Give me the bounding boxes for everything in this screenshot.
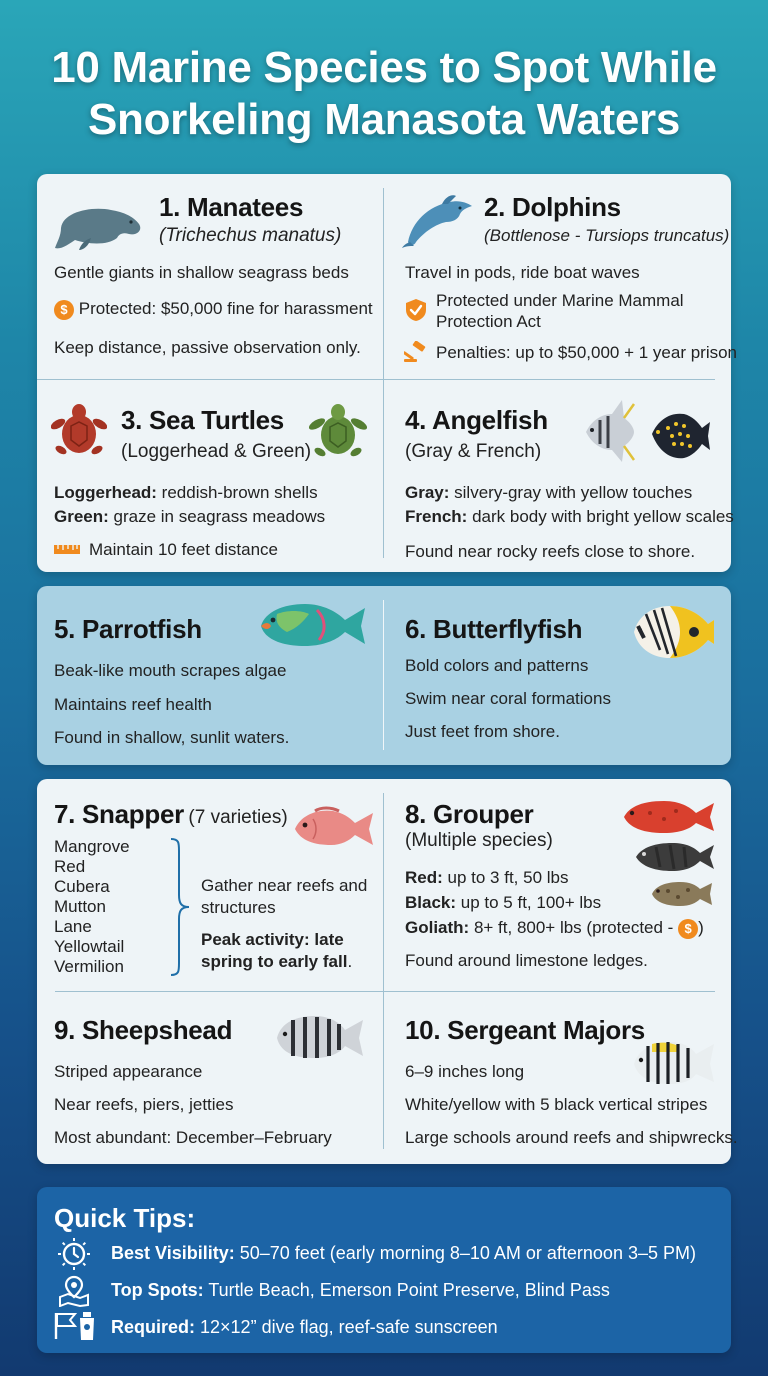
- french-angelfish-icon: [646, 404, 712, 466]
- panel-reef-fish: [37, 586, 731, 765]
- card-dolphins: [384, 174, 738, 379]
- fact-line: Near reefs, piers, jetties: [54, 1095, 234, 1114]
- snapper-icon: [291, 805, 375, 851]
- species-subtitle: (Multiple species): [405, 830, 553, 851]
- panel-quick-tips: [37, 1187, 731, 1353]
- sunscreen-icon: [77, 1311, 97, 1341]
- fact-line: White/yellow with 5 black vertical stripes: [405, 1095, 708, 1114]
- card-manatees: [37, 174, 383, 379]
- card-sheepshead: [37, 992, 383, 1164]
- fact-line: Protection Act: [436, 312, 541, 331]
- panel-mammals-turtles-angelfish: [37, 174, 738, 572]
- loggerhead-turtle-icon: [51, 402, 107, 460]
- fact-line: Most abundant: December–February: [54, 1128, 332, 1147]
- card-snapper: [37, 779, 383, 991]
- fact-line: Green: graze in seagrass meadows: [54, 507, 326, 526]
- fact-line: Red: up to 3 ft, 50 lbs: [405, 868, 569, 887]
- variety-item: Yellowtail: [54, 937, 125, 956]
- black-grouper-icon: [632, 839, 716, 875]
- butterflyfish-icon: [630, 600, 716, 664]
- fact-line: Protected under Marine Mammal: [436, 291, 684, 310]
- species-name: 3. Sea Turtles: [121, 405, 284, 435]
- dolphin-icon: [402, 192, 474, 248]
- fact-line: Keep distance, passive observation only.: [54, 338, 361, 357]
- species-heading: [54, 799, 288, 830]
- fact-line: Found near rocky reefs close to shore.: [405, 542, 696, 561]
- fact-line: Just feet from shore.: [405, 722, 560, 741]
- fact-line: Goliath: 8+ ft, 800+ lbs (protected - $ ): [405, 918, 704, 937]
- species-subtitle: (Loggerhead & Green): [121, 441, 312, 462]
- fact-line: Found around limestone ledges.: [405, 951, 648, 970]
- variety-item: Red: [54, 857, 86, 876]
- species-name: 7. Snapper: [54, 799, 184, 829]
- variety-item: Vermilion: [54, 957, 124, 976]
- species-name: 2. Dolphins: [484, 192, 621, 222]
- fact-line: Loggerhead: reddish-brown shells: [54, 483, 318, 502]
- goliath-grouper-icon: [648, 879, 714, 909]
- card-parrotfish: [37, 586, 383, 765]
- species-name: 4. Angelfish: [405, 405, 548, 435]
- variety-item: Cubera: [54, 877, 110, 896]
- species-name: 8. Grouper: [405, 799, 534, 829]
- card-sergeant-majors: [384, 992, 738, 1164]
- fact-line: Striped appearance: [54, 1062, 203, 1081]
- parrotfish-icon: [257, 600, 369, 648]
- red-grouper-icon: [620, 797, 716, 837]
- tip-top-spots: Top Spots: Turtle Beach, Emerson Point Preserve, Blind Pass: [111, 1280, 610, 1300]
- fact-line: Gentle giants in shallow seagrass beds: [54, 263, 349, 282]
- dollar-coin-icon: $: [54, 300, 74, 320]
- species-name: 5. Parrotfish: [54, 614, 202, 644]
- gavel-icon: [404, 341, 428, 363]
- fact-line: Penalties: up to $50,000 + 1 year prison: [436, 343, 738, 362]
- fact-line: Gray: silvery-gray with yellow touches: [405, 483, 693, 502]
- card-sea-turtles: [37, 380, 383, 572]
- species-name: 6. Butterflyfish: [405, 614, 583, 644]
- fact-line: Maintains reef health: [54, 695, 212, 714]
- scientific-name: (Bottlenose - Tursiops truncatus): [484, 226, 730, 245]
- card-grouper: [384, 779, 731, 991]
- fact-line: Black: up to 5 ft, 100+ lbs: [405, 893, 602, 912]
- fact-line: French: dark body with bright yellow scales: [405, 507, 734, 526]
- fact-line-protected: $ Protected: $50,000 fine for harassment: [54, 298, 373, 320]
- fact-line: Beak-like mouth scrapes algae: [54, 661, 287, 680]
- variety-item: Mutton: [54, 897, 106, 916]
- snapper-peak-activity: Peak activity: late spring to early fall.: [201, 930, 353, 971]
- card-butterflyfish: [384, 586, 731, 765]
- variety-item: Lane: [54, 917, 92, 936]
- tip-required: Required: 12×12” dive flag, reef-safe sunscreen: [111, 1317, 498, 1337]
- sheepshead-icon: [273, 1012, 365, 1062]
- species-name: 10. Sergeant Majors: [405, 1015, 645, 1045]
- snapper-description: Gather near reefs and structures: [201, 876, 368, 917]
- dollar-coin-icon: $: [678, 919, 698, 939]
- manatee-icon: [51, 194, 147, 254]
- page-title: [0, 42, 768, 146]
- title-line-2: Snorkeling Manasota Waters: [87, 95, 681, 144]
- variety-item: Mangrove: [54, 837, 130, 856]
- fact-line: Found in shallow, sunlit waters.: [54, 728, 290, 747]
- species-subtitle: (Gray & French): [405, 441, 542, 462]
- panel-game-fish: [37, 779, 738, 1164]
- curly-brace-icon: [169, 837, 191, 977]
- variety-list: [54, 837, 130, 977]
- species-subtitle: (7 varieties): [188, 807, 288, 828]
- green-turtle-icon: [309, 402, 367, 462]
- fact-line: Travel in pods, ride boat waves: [405, 263, 640, 282]
- dive-flag-icon: [53, 1311, 77, 1341]
- fact-line: Swim near coral formations: [405, 689, 611, 708]
- map-pin-icon: [57, 1275, 91, 1307]
- species-name: 9. Sheepshead: [54, 1015, 233, 1045]
- ruler-icon: [54, 543, 80, 555]
- species-name: 1. Manatees: [159, 192, 304, 222]
- sergeant-major-icon: [630, 1038, 716, 1088]
- card-angelfish: [384, 380, 734, 572]
- clock-icon: [57, 1237, 91, 1271]
- title-line-1: 10 Marine Species to Spot While: [51, 43, 717, 92]
- fact-line: 6–9 inches long: [405, 1062, 525, 1081]
- fact-line: Maintain 10 feet distance: [89, 540, 279, 559]
- fact-line: Large schools around reefs and shipwrecks.: [405, 1128, 738, 1147]
- fact-line: Bold colors and patterns: [405, 656, 589, 675]
- tips-title: Quick Tips:: [54, 1203, 196, 1233]
- shield-icon: [405, 298, 427, 322]
- gray-angelfish-icon: [578, 398, 640, 464]
- scientific-name: (Trichechus manatus): [159, 225, 342, 246]
- tip-visibility: Best Visibility: 50–70 feet (early morning 8–10 AM or afternoon 3–5 PM): [111, 1243, 696, 1263]
